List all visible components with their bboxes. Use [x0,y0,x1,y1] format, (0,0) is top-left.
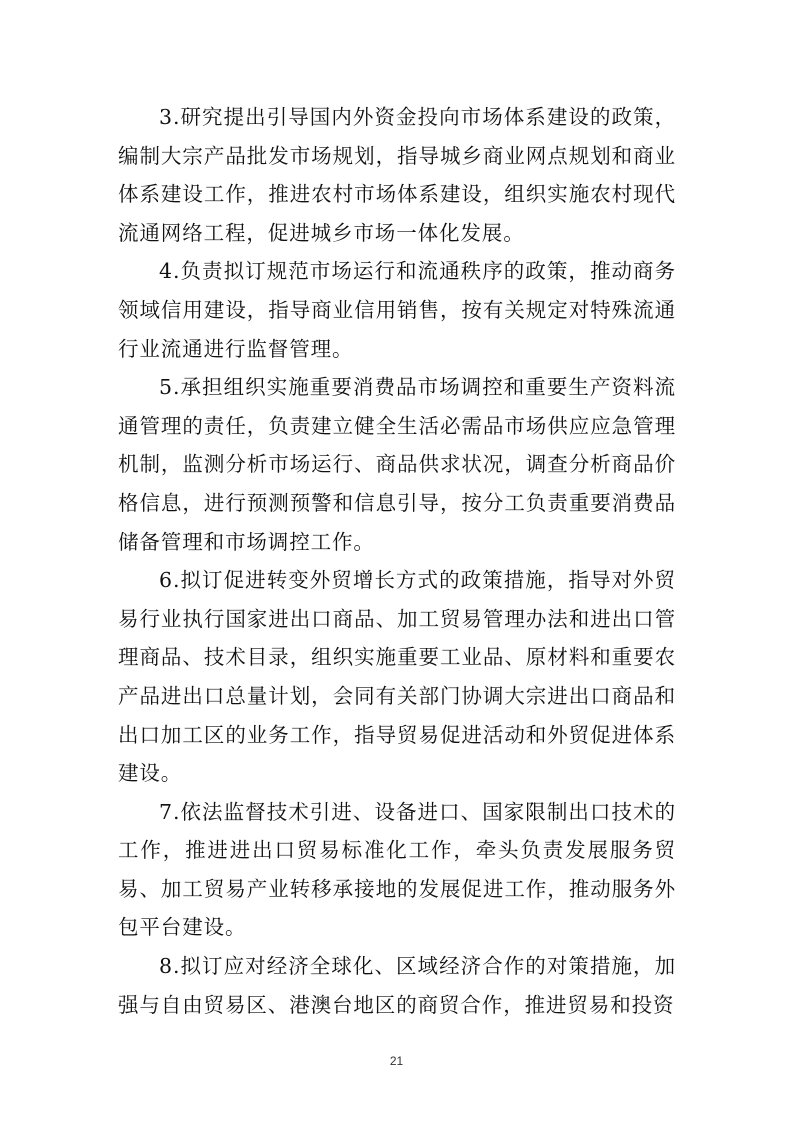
paragraph-item-6: 6.拟订促进转变外贸增长方式的政策措施，指导对外贸易行业执行国家进出口商品、加工贸易管理办法和进出口管理商品、技术目录，组织实施重要工业品、原材料和重要农产品进出口总量计划，会同有关部门协调大宗进出口商品和出口加工区的业务工作，指导贸易促进活动和外贸促进体系建设。 [118,568,676,786]
document-body [118,98,676,1024]
paragraph-item-5: 5.承担组织实施重要消费品市场调控和重要生产资料流通管理的责任，负责建立健全生活必需品市场供应应急管理机制，监测分析市场运行、商品供求状况，调查分析商品价格信息，进行预测预警和信息引导，按分工负责重要消费品储备管理和市场调控工作。 [118,375,676,554]
paragraph-item-8: 8.拟订应对经济全球化、区域经济合作的对策措施，加强与自由贸易区、港澳台地区的商贸合作，推进贸易和投资 [118,954,676,1017]
page-number: 21 [389,1054,404,1068]
paragraph-item-7: 7.依法监督技术引进、设备进口、国家限制出口技术的工作，推进进出口贸易标准化工作，牵头负责发展服务贸易、加工贸易产业转移承接地的发展促进工作，推动服务外包平台建设。 [118,799,676,940]
paragraph-item-4: 4.负责拟订规范市场运行和流通秩序的政策，推动商务领域信用建设，指导商业信用销售，按有关规定对特殊流通行业流通进行监督管理。 [118,259,676,361]
paragraph-item-3: 3.研究提出引导国内外资金投向市场体系建设的政策，编制大宗产品批发市场规划，指导城乡商业网点规划和商业体系建设工作，推进农村市场体系建设，组织实施农村现代流通网络工程，促进城乡市场一体化发展。 [118,105,676,245]
